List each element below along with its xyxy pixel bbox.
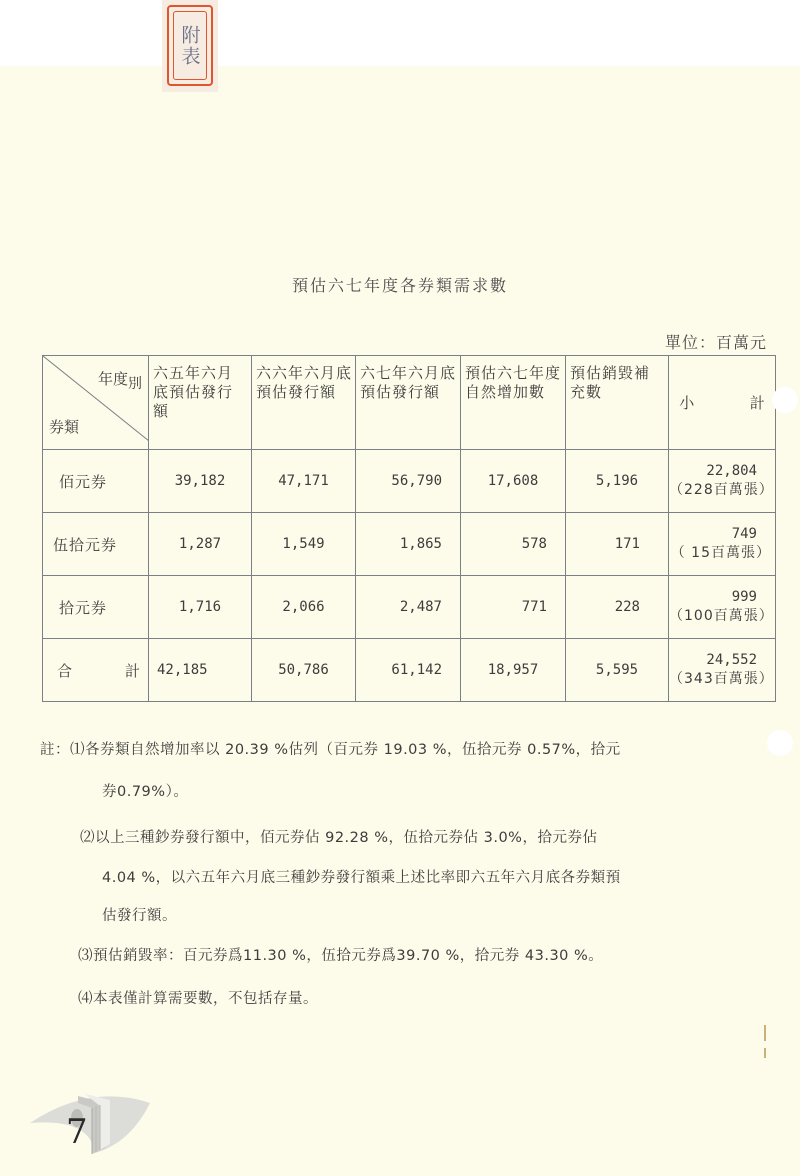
table-header-row	[43, 356, 776, 450]
punch-hole-top	[772, 387, 798, 413]
note-2-line-2: 4.04 %，以六五年六月底三種鈔券發行額乘上述比率即六五年六月底各券類預	[102, 870, 621, 886]
cell-value: 1,865	[356, 513, 461, 576]
year-axis-label: 年度別	[97, 370, 142, 392]
total-label-right: 計	[124, 661, 140, 680]
tab-text: 附表	[178, 24, 201, 67]
cell-value: 2,066	[252, 576, 356, 639]
total-subtotal-sheets: （343百萬張）	[669, 671, 774, 687]
total-value: 50,786	[252, 639, 356, 702]
cell-value: 171	[566, 513, 669, 576]
total-value: 18,957	[461, 639, 566, 702]
table-row	[43, 576, 776, 639]
cell-value: 578	[461, 513, 566, 576]
cell-value: 1,716	[149, 576, 252, 639]
note-2-line-3: 估發行額。	[102, 908, 177, 924]
category-axis-label: 券類	[49, 418, 80, 436]
total-subtotal-value: 24,552	[706, 652, 757, 668]
total-label	[43, 639, 149, 702]
cell-value: 39,182	[149, 450, 252, 513]
cell-value: 771	[461, 576, 566, 639]
table-row	[43, 513, 776, 576]
subtotal-sheets: （228百萬張）	[669, 482, 774, 498]
table-total-row	[43, 639, 776, 702]
unit-label: 單位：百萬元	[664, 333, 767, 352]
cell-value: 47,171	[252, 450, 356, 513]
header-destruction-replacement: 預估銷毀補充數	[566, 356, 669, 450]
cell-value: 1,549	[252, 513, 356, 576]
subtotal-value: 999	[731, 589, 757, 605]
tab-border	[167, 5, 213, 86]
attachment-tab-label	[162, 0, 218, 92]
subtotal-right-char: 計	[749, 394, 765, 412]
cell-value: 5,196	[566, 450, 669, 513]
subtotal-cell	[669, 576, 776, 639]
header-natural-increase: 預估六七年度自然增加數	[461, 356, 566, 450]
subtotal-sheets: （100百萬張）	[669, 608, 774, 624]
edge-mark	[764, 1025, 766, 1041]
header-issued-65: 六五年六月底預估發行額	[149, 356, 252, 450]
row-label: 伍拾元券	[43, 513, 149, 576]
corner-header-cell	[43, 356, 149, 450]
cell-value: 228	[566, 576, 669, 639]
page-number: 7	[66, 1112, 88, 1152]
cell-value: 56,790	[356, 450, 461, 513]
total-value: 42,185	[149, 639, 252, 702]
cell-value: 2,487	[356, 576, 461, 639]
note-1-line-2: 券0.79%）。	[102, 784, 189, 800]
subtotal-left-char: 小	[679, 394, 695, 412]
archive-logo-icon	[30, 1078, 150, 1158]
note-3: ⑶預估銷毀率：百元券爲11.30 %，伍拾元券爲39.70 %，拾元券 43.30 %。	[78, 948, 604, 964]
cell-value: 17,608	[461, 450, 566, 513]
punch-hole-bottom	[767, 730, 793, 756]
header-issued-67: 六七年六月底預估發行額	[356, 356, 461, 450]
total-value: 5,595	[566, 639, 669, 702]
note-4: ⑷本表僅計算需要數，不包括存量。	[78, 991, 318, 1007]
note-2-line-1: ⑵以上三種鈔券發行額中，佰元券佔 92.28 %，伍拾元券佔 3.0%，拾元券佔	[80, 830, 598, 846]
demand-table	[42, 355, 776, 702]
total-label-left: 合	[57, 661, 73, 680]
subtotal-value: 22,804	[706, 463, 757, 479]
subtotal-sheets: （ 15百萬張）	[670, 545, 771, 561]
row-label: 拾元券	[43, 576, 149, 639]
document-title: 預估六七年度各券類需求數	[291, 276, 508, 295]
tab-inner-border	[173, 11, 207, 80]
subtotal-cell	[669, 450, 776, 513]
subtotal-value: 749	[731, 526, 757, 542]
total-subtotal-cell	[669, 639, 776, 702]
header-subtotal	[669, 356, 776, 450]
cell-value: 1,287	[149, 513, 252, 576]
table-row	[43, 450, 776, 513]
edge-mark	[764, 1048, 766, 1058]
row-label: 佰元券	[43, 450, 149, 513]
subtotal-cell	[669, 513, 776, 576]
note-1-line-1: 註：⑴各券類自然增加率以 20.39 %估列（百元券 19.03 %，伍拾元券 0.57%，拾元	[40, 742, 621, 758]
header-issued-66: 六六年六月底預估發行額	[252, 356, 356, 450]
total-value: 61,142	[356, 639, 461, 702]
